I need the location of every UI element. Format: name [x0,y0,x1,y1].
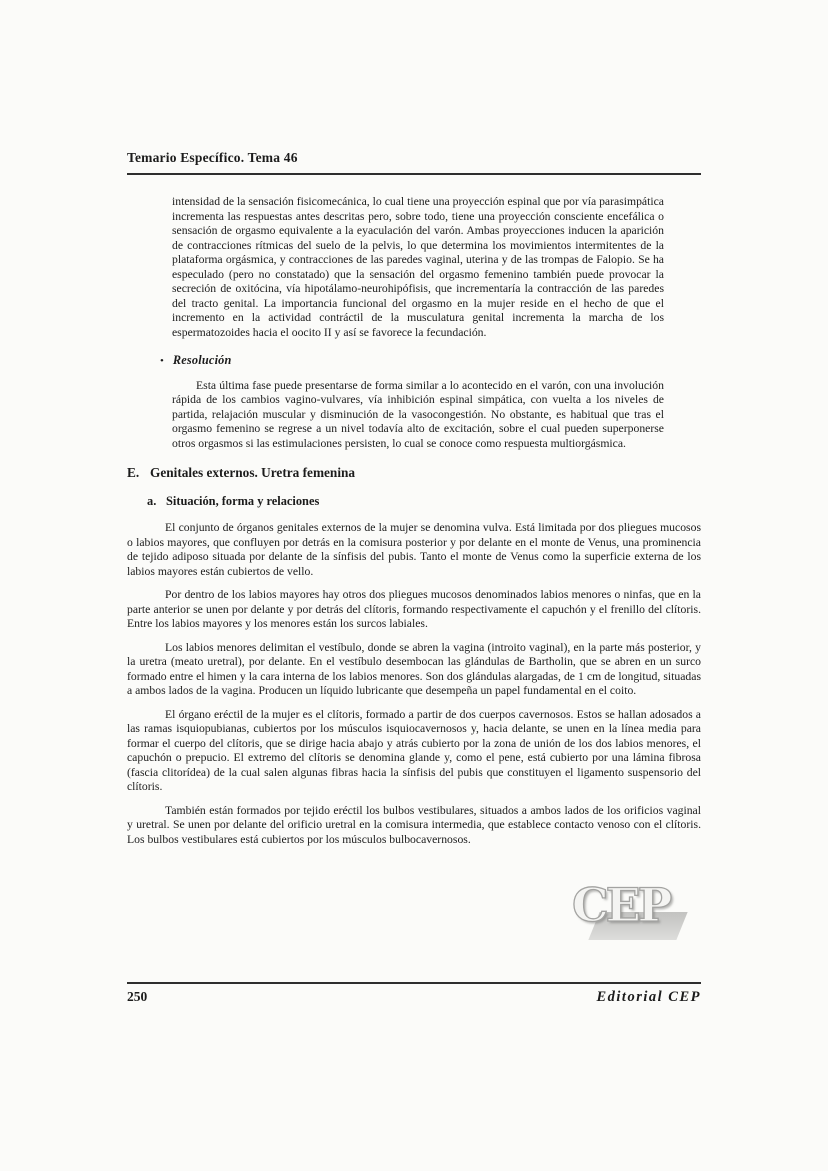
resolution-label: Resolución [172,353,232,367]
page-number: 250 [127,989,148,1004]
subsection-heading [147,494,701,509]
resolution-bullet-item [160,353,664,369]
section-title: Genitales externos. Uretra femenina [150,465,356,480]
cep-watermark [572,878,690,948]
continuation-paragraph: intensidad de la sensación fisicomecánica, lo cual tiene una proyección espinal que por vía parasimpática incrementa las respuestas antes descritas pero, sobre todo, tiene una proyección consciente encefálica o sensación de orgasmo equivalente a la eyaculación del varón. Ambas proyecciones inducen la aparición de contracciones rítmicas del suelo de la pelvis, lo que determina los movimientos intermitentes de la plataforma orgásmica, y contracciones de las paredes vaginal, uterina y de las trompas de Falopio. Se ha especulado (pero no constatado) que la sensación del orgasmo femenino también puede provocar la secreción de oxitócina, vía hipotálamo-neurohipófisis, que incrementaría la contracción de las paredes del tracto genital. La importancia funcional del orgasmo en la mujer reside en el hecho de que el incremento en la actividad contráctil de la musculatura genital incrementa la marcha de los espermatozoides hacia el oocito II y así se favorece la fecundación. [172,195,664,339]
body-paragraph: Por dentro de los labios mayores hay otros dos pliegues mucosos denominados labios menores o ninfas, que en la parte anterior se unen por delante y por detrás del clítoris, formando respectivamente el capuchón y el frenillo del clítoris. Entre los labios mayores y los menores están los surcos labiales. [127,588,701,630]
bullet-icon: • [160,355,164,367]
article-body [127,195,701,847]
publisher-name: Editorial CEP [596,989,701,1005]
resolution-paragraph: Esta última fase puede presentarse de forma similar a lo acontecido en el varón, con una involución rápida de los cambios vagino-vulvares, vía inhibición espinal simpática, con vuelta a los niveles de partida, relajación muscular y disminución de la vasocongestión. No obstante, es habitual que tras el orgasmo femenino se regrese a un nivel todavía alto de excitación, sobre el cual pueden superponerse otros orgasmos si las estimulaciones persisten, lo cual se conoce como respuesta multiorgásmica. [172,378,664,450]
body-paragraph: También están formados por tejido eréctil los bulbos vestibulares, situados a ambos lados de los orificios vaginal y uretral. Se unen por delante del orificio uretral en la comisura intermedia, que establece contacto venoso con el clítoris. Los bulbos vestibulares está cubiertos por los músculos bulbocavernosos. [127,803,701,846]
body-paragraph: El conjunto de órganos genitales externos de la mujer se denomina vulva. Está limitada por dos pliegues mucosos o labios mayores, que confluyen por detrás en la comisura posterior y por delante en el monte de Venus, una prominencia de tejido adiposo situada por delante de la sínfisis del pubis. Tanto el monte de Venus como la superficie externa de los labios mayores están cubiertos de vello. [127,521,701,578]
page-footer [127,989,701,1006]
section-heading [127,466,701,481]
page-header [127,150,701,175]
body-paragraph: El órgano eréctil de la mujer es el clítoris, formado a partir de dos cuerpos cavernosos. Estos se hallan adosados a las ramas isquiopubianas, cubiertos por los músculos isquiocavernosos y, hacia delante, se unen en la línea media para formar el cuerpo del clítoris, que se dirige hacia abajo y atrás cubierto por la zona de unión de los dos labios menores, el capuchón o prepucio. El extremo del clítoris se denomina glande y, como el pene, está cubierto por una lámina fibrosa (fascia clitorídea) de la cual salen algunas fibras hacia la sínfisis del pubis que constituyen el ligamento suspensorio del clítoris. [127,707,701,793]
page-content [127,150,701,856]
cep-watermark-text: CEP [572,878,670,932]
section-letter: E. [127,465,140,480]
subsection-letter: a. [147,493,157,508]
header-title: Temario Específico. Tema 46 [127,150,298,165]
footer-rule [127,982,701,984]
indented-block [160,195,664,451]
subsection-title: Situación, forma y relaciones [166,493,320,508]
body-paragraph: Los labios menores delimitan el vestíbulo, donde se abren la vagina (introito vaginal), en la parte más posterior, y la uretra (meato uretral), por delante. En el vestíbulo desembocan las glándulas de Bartholin, que se abren en un surco formado entre el himen y la cara interna de los labios menores. Son dos glándulas alargadas, de 1 cm de longitud, situadas a ambos lados de la vagina. Producen un líquido lubricante que desempeña un papel fundamental en el coito. [127,640,701,697]
